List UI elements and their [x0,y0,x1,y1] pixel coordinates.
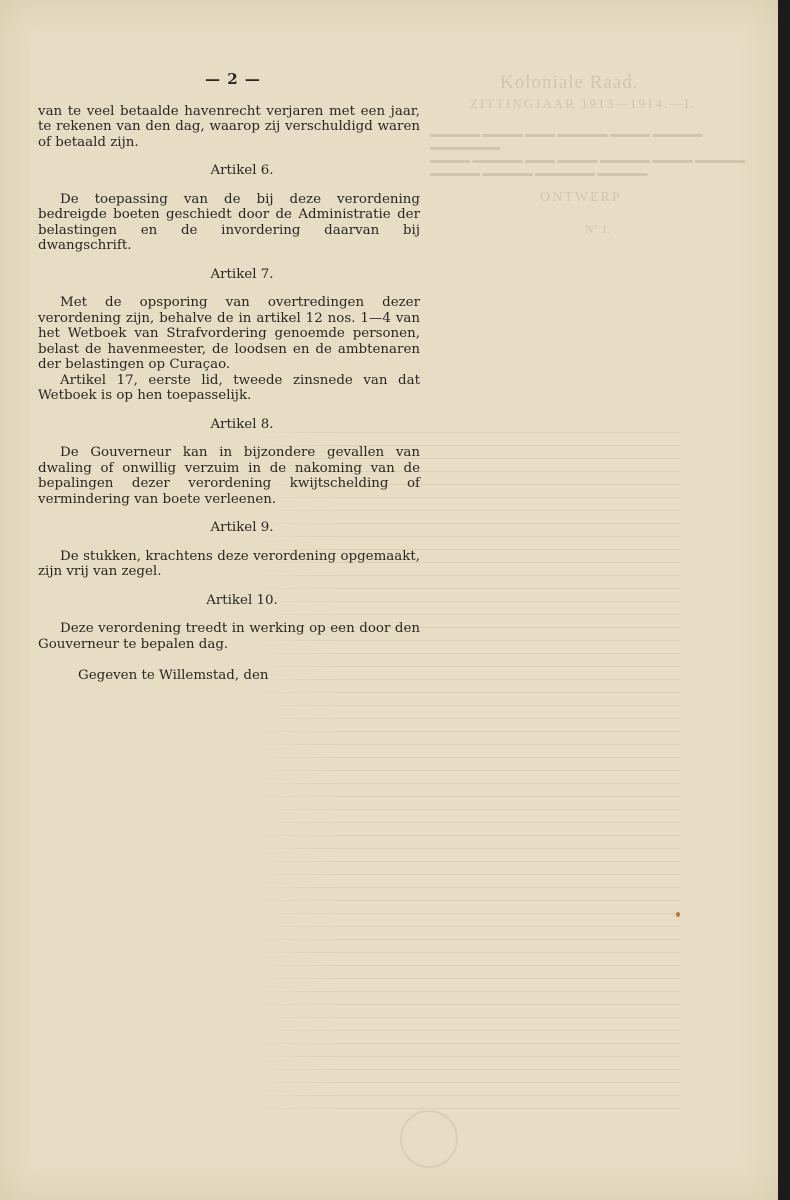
article-paragraph: De toepassing van de bij deze verordening bedreigde boeten geschiedt door de Administratie der belastingen en de invordering daarvan bij dwangschrift. [38,191,420,253]
intro-paragraph: van te veel betaalde havenrecht verjaren met een jaar, te rekenen van den dag, waarop zij verschuldigd waren of betaald zijn. [38,103,420,150]
article-heading: Artikel 8. [210,416,274,432]
bleed-through-stamp [400,1110,458,1168]
signature-line: Gegeven te Willemstad, den [78,668,269,683]
article-heading: Artikel 6. [210,163,274,178]
article-heading: Artikel 10. [206,592,278,608]
page-number: — 2 — [205,70,261,88]
article-paragraph: Artikel 17, eerste lid, tweede zinsnede van dat Wetboek is op hen toepasselijk. [38,372,420,403]
bleed-through-title: Koloniale Raad. [500,72,639,93]
paper-spot [676,912,680,917]
article-paragraph: Deze verordening treedt in werking op een door den Gouverneur te bepalen dag. [38,621,420,652]
article-heading: Artikel 9. [210,520,274,535]
article-heading: Artikel 7. [210,266,274,282]
article-9 [38,520,420,580]
article-7 [38,267,420,404]
article-6 [38,163,420,254]
article-paragraph: Met de opsporing van overtredingen dezer verordening zijn, behalve de in artikel 12 nos. 1—4 van het Wetboek van Strafvordering genoemde personen, belast de havenmeester, de loodsen en de ambtenaren der belastingen op Curaçao. [38,295,420,372]
article-paragraph: De stukken, krachtens deze verordening opgemaakt, zijn vrij van zegel. [38,548,420,579]
bleed-through-ontwerp: ONTWERP [540,190,622,205]
article-10 [38,593,420,653]
article-paragraph: De Gouverneur kan in bijzondere gevallen van dwaling of onwillig verzuim in de nakoming van de bepalingen dezer verordening kwijtschelding of vermindering van boete verleenen. [38,445,420,507]
article-8 [38,417,420,508]
bleed-through-number: N° 1. [585,222,611,236]
bleed-through-text: ▬▬▬▬▬ ▬▬▬▬ ▬▬▬ ▬▬▬▬▬ ▬▬▬▬ ▬▬▬▬▬ ▬▬▬▬▬▬▬ ▬▬▬▬ ▬▬▬▬▬ ▬▬▬ ▬▬▬▬ ▬▬▬▬▬ ▬▬▬▬ ▬▬▬▬▬ ▬▬▬▬▬ ▬▬▬▬▬ ▬▬▬▬▬▬ ▬▬▬▬▬ [430,129,745,179]
document-body [38,72,420,684]
bleed-through-subtitle: ZITTINGJAAR 1913—1914.—I. [470,96,696,111]
